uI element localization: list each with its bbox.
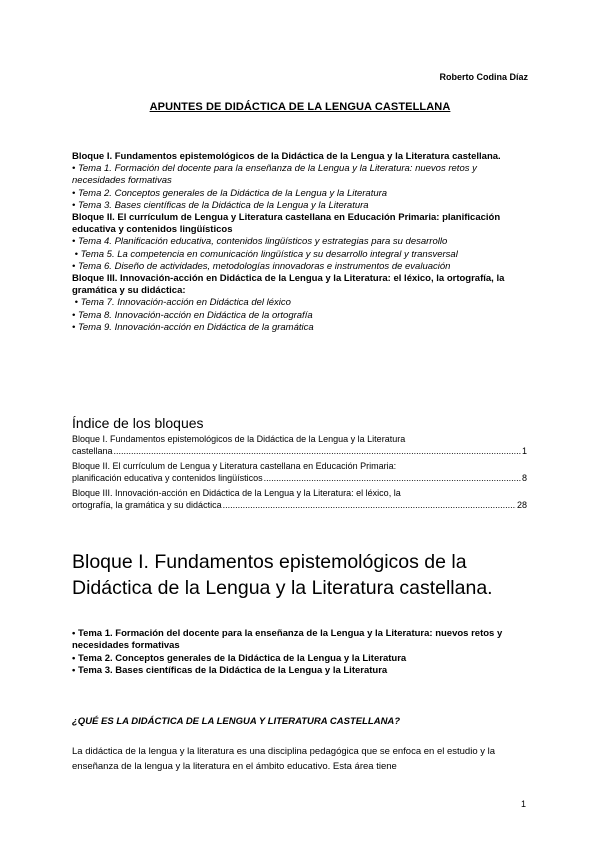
toc-entry-line: Bloque I. Fundamentos epistemológicos de la Didáctica de la Lengua y la Literatura (72, 434, 406, 444)
bloque-3-label: Bloque III. Innovación-acción en Didáctica de la Lengua y la Literatura: el léxico, la ortografía, la gramática y su didáctica: (72, 273, 505, 297)
tema-1: • Tema 1. Formación del docente para la enseñanza de la Lengua y la Literatura: nuevos retos y necesidades formativas (72, 163, 477, 187)
page-number: 1 (520, 799, 526, 809)
tema-5: • Tema 5. La competencia en comunicación lingüística y su desarrollo integral y transversal (72, 248, 458, 260)
toc-page-number: 28 (516, 499, 527, 510)
tema-3: • Tema 3. Bases científicas de la Didáctica de la Lengua y la Literatura (72, 199, 369, 211)
bloque-2-label: Bloque II. El currículum de Lengua y Literatura castellana en Educación Primaria: planificación educativa y contenidos lingüísticos (72, 212, 501, 236)
toc-entry-line: planificación educativa y contenidos lingüísticos (72, 472, 263, 483)
section-tema-3: • Tema 3. Bases científicas de la Didáctica de la Lengua y la Literatura (72, 665, 388, 677)
tema-2: • Tema 2. Conceptos generales de la Didáctica de la Lengua y la Literatura (72, 187, 388, 199)
tema-4: • Tema 4. Planificación educativa, contenidos lingüísticos y estrategias para su desarrollo (72, 236, 448, 248)
author-name: Roberto Codina Díaz (439, 72, 528, 82)
toc-entry-line: Bloque II. El currículum de Lengua y Literatura castellana en Educación Primaria: (72, 461, 397, 471)
tema-8: • Tema 8. Innovación-acción en Didáctica de la ortografía (72, 309, 313, 321)
section-tema-1: • Tema 1. Formación del docente para la enseñanza de la Lengua y la Literatura: nuevos retos y necesidades formativas (72, 628, 503, 652)
toc-entry-3[interactable] (72, 488, 527, 511)
toc-leader-dots (264, 473, 521, 485)
tema-7: • Tema 7. Innovación-acción en Didáctica del léxico (72, 297, 291, 309)
section-tema-2: • Tema 2. Conceptos generales de la Didáctica de la Lengua y la Literatura (72, 652, 407, 664)
section-question: ¿QUÉ ES LA DIDÁCTICA DE LA LENGUA Y LITERATURA CASTELLANA? (72, 716, 401, 727)
toc-leader-dots (114, 446, 521, 458)
section-temas-list (72, 628, 532, 678)
toc-entry-1[interactable] (72, 434, 527, 457)
bloque-1-label: Bloque I. Fundamentos epistemológicos de la Didáctica de la Lengua y la Literatura castellana. (72, 151, 501, 162)
toc-leader-dots (223, 500, 516, 512)
tema-6: • Tema 6. Diseño de actividades, metodologías innovadoras e instrumentos de evaluación (72, 260, 451, 272)
toc-entry-line: castellana (72, 445, 113, 456)
document-title: APUNTES DE DIDÁCTICA DE LA LENGUA CASTELLANA (149, 101, 451, 113)
body-paragraph: La didáctica de la lengua y la literatura es una disciplina pedagógica que se enfoca en el estudio y la enseñanza de la lengua y la literatura en el ámbito educativo. Esta área tiene (72, 746, 496, 772)
toc-page-number: 8 (521, 472, 527, 483)
toc-page-number: 1 (521, 445, 527, 456)
toc-entry-line: Bloque III. Innovación-acción en Didáctica de la Lengua y la Literatura: el léxico, la (72, 488, 401, 498)
section-heading: Bloque I. Fundamentos epistemológicos de la Didáctica de la Lengua y la Literatura castellana. (72, 551, 493, 599)
tema-9: • Tema 9. Innovación-acción en Didáctica de la gramática (72, 321, 314, 333)
toc-entry-line: ortografía, la gramática y su didáctica (72, 499, 222, 510)
table-of-contents (72, 434, 527, 515)
bloques-summary (72, 151, 532, 334)
index-heading: Índice de los bloques (72, 415, 204, 431)
toc-entry-2[interactable] (72, 461, 527, 484)
